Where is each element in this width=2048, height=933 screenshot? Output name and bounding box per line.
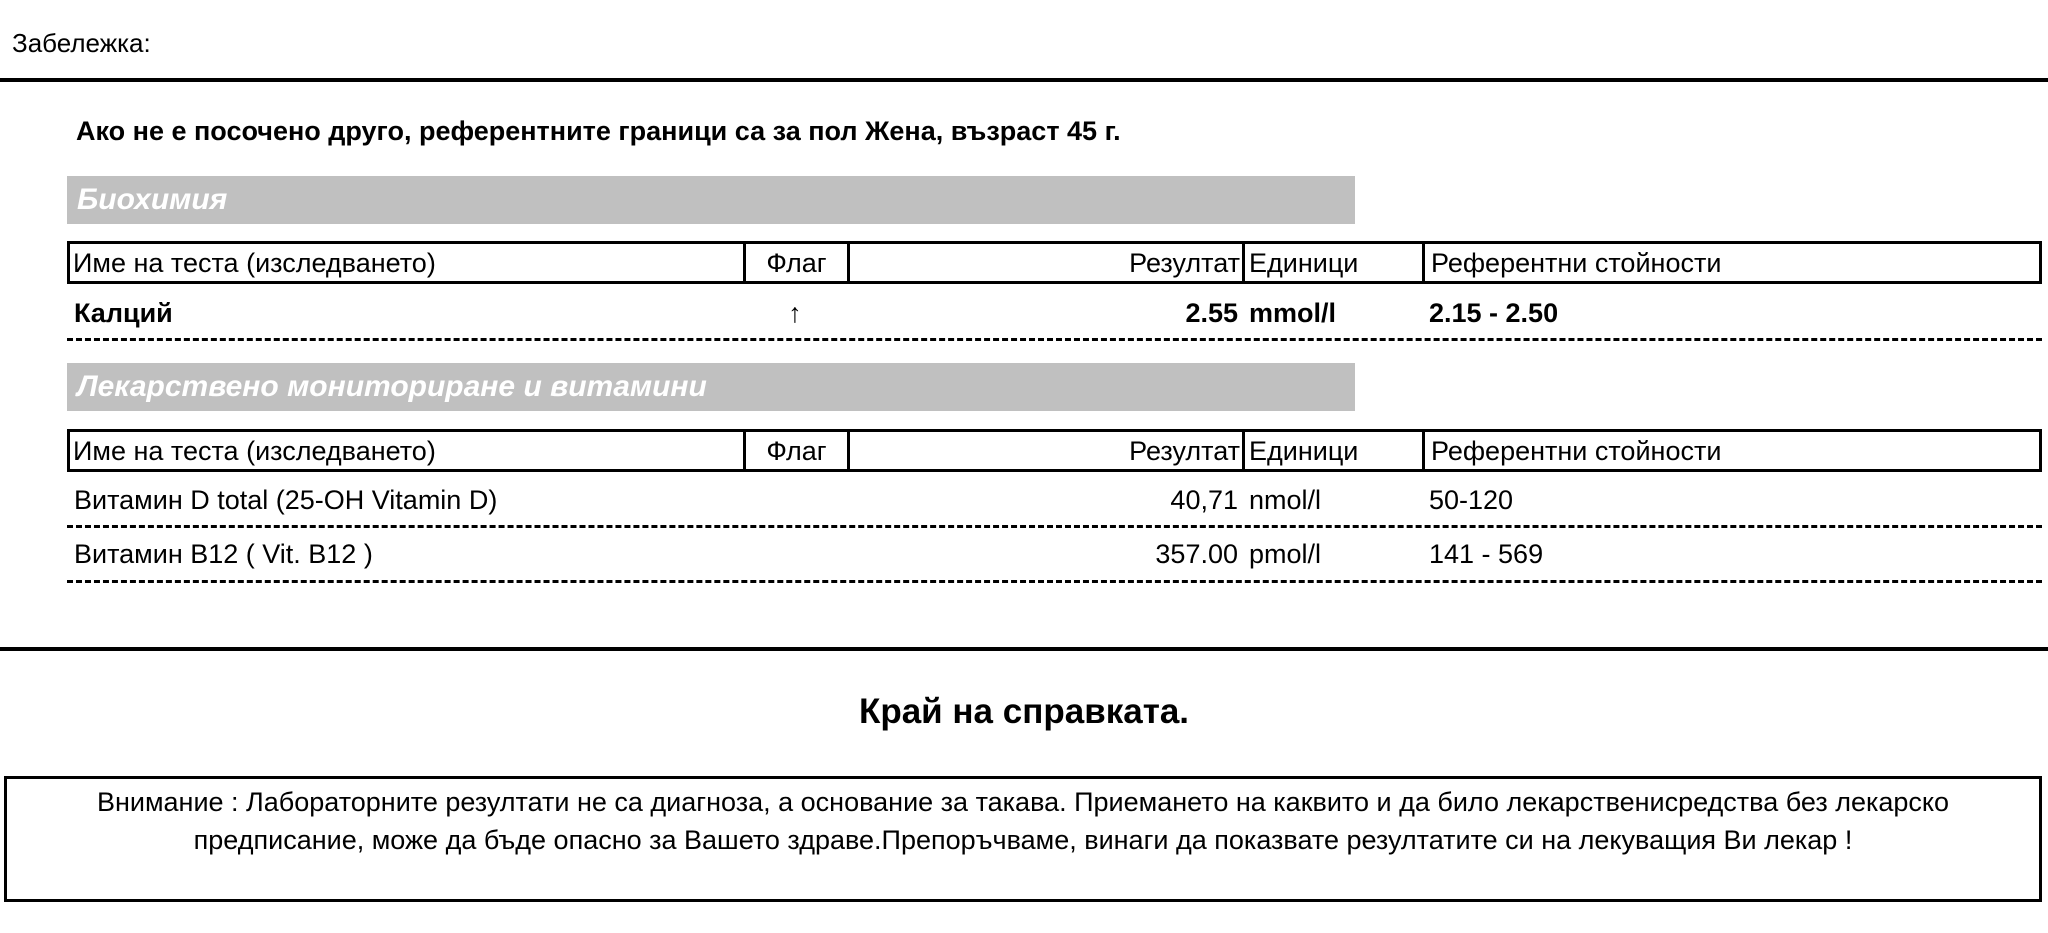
header-result: Резултат [850, 244, 1245, 281]
top-divider [0, 78, 2048, 82]
table-header [67, 429, 2042, 472]
result-value: 2.55 [1185, 298, 1238, 328]
reference-value: 50-120 [1429, 485, 1514, 515]
test-name: Витамин D total (25-OH Vitamin D) [74, 485, 498, 515]
row-divider [67, 338, 2042, 341]
test-name: Калций [74, 298, 173, 328]
units-value: nmol/l [1249, 485, 1322, 515]
warning-box [4, 776, 2042, 902]
header-name: Име на теста (изследването) [70, 432, 746, 469]
test-name: Витамин B12 ( Vit. B12 ) [74, 539, 373, 569]
reference-value: 141 - 569 [1429, 539, 1544, 569]
header-units: Единици [1245, 432, 1425, 469]
header-flag: Флаг [746, 244, 850, 281]
result-value: 357.00 [1155, 539, 1238, 569]
header-reference: Референтни стойности [1431, 248, 1722, 278]
section-title-biochemistry: Биохимия [67, 176, 1355, 224]
note-label: Забележка: [12, 28, 151, 58]
reference-note: Ако не е посочено друго, референтните граници са за пол Жена, възраст 45 г. [76, 116, 1121, 146]
row-divider [67, 580, 2042, 583]
warning-text: Внимание : Лабораторните резултати не са диагноза, а основание за такава. Приемането на каквито и да било лекарственисредства без лекарско предписание, може да бъде опасно за Вашето здраве.Препоръчваме, винаги да показвате резултатите си на лекуващия Ви лекар ! [96, 787, 1950, 855]
table-row [67, 478, 2042, 530]
row-divider [67, 525, 2042, 528]
reference-value: 2.15 - 2.50 [1429, 298, 1559, 328]
header-result: Резултат [850, 432, 1245, 469]
header-flag: Флаг [746, 432, 850, 469]
end-of-report-title: Край на справката. [858, 692, 1190, 731]
table-row [67, 291, 2042, 343]
section-title-drug-monitoring: Лекарствено мониториране и витамини [67, 363, 1355, 411]
units-value: pmol/l [1249, 539, 1322, 569]
table-header [67, 241, 2042, 284]
flag-cell [743, 291, 847, 335]
header-name: Име на теста (изследването) [70, 244, 746, 281]
bottom-divider [0, 647, 2048, 651]
header-units: Единици [1245, 244, 1425, 281]
result-value: 40,71 [1170, 485, 1238, 515]
table-row [67, 532, 2042, 584]
units-value: mmol/l [1249, 298, 1337, 328]
arrow-up-icon: ↑ [788, 298, 802, 328]
header-reference: Референтни стойности [1431, 436, 1722, 466]
